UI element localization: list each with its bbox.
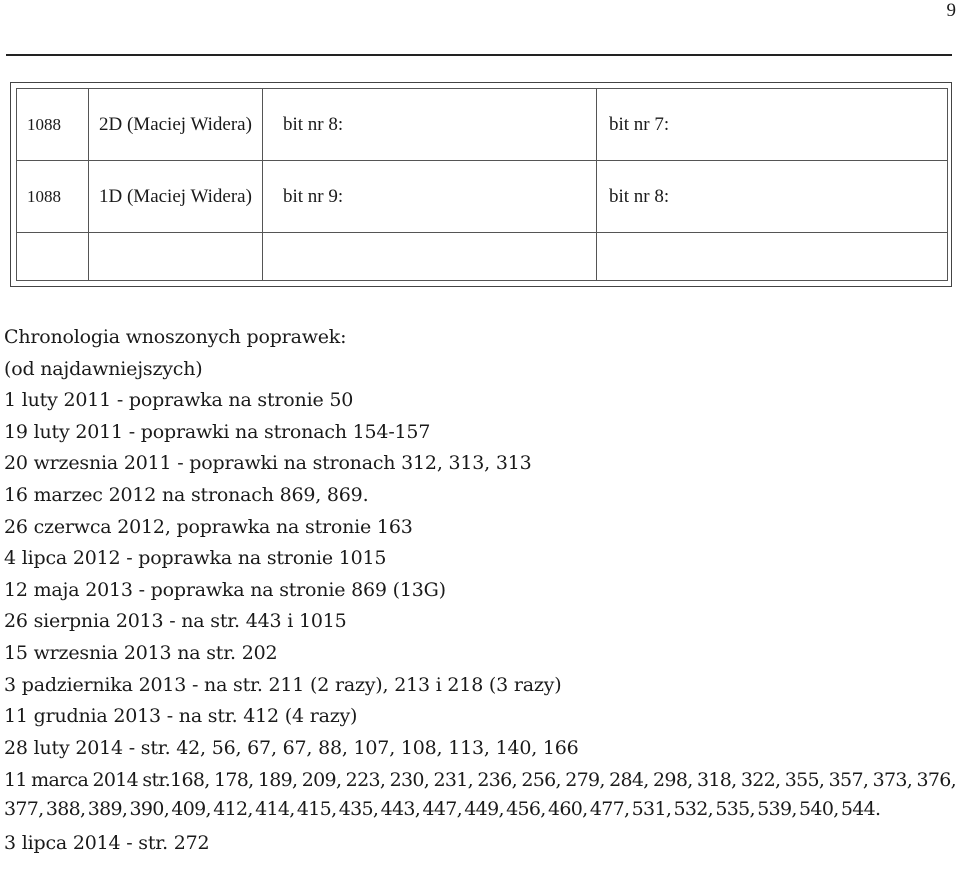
table-row: [17, 89, 948, 161]
cell-id: [17, 233, 89, 281]
cell-bit-a: [263, 233, 597, 281]
cell-author: 2D (Maciej Widera): [89, 89, 263, 161]
chronology-title: Chronologia wnoszonych poprawek:: [4, 326, 347, 348]
chronology-entry: 16 marzec 2012 na stronach 869, 869.: [4, 483, 369, 506]
cell-bit-b: bit nr 8:: [597, 161, 948, 233]
chronology-entry: 3 lipca 2014 - str. 272: [4, 832, 210, 855]
table-row: [17, 233, 948, 281]
chronology-entry: 28 luty 2014 - str. 42, 56, 67, 67, 88, 107, 108, 113, 140, 166: [4, 736, 579, 759]
cell-bit-a: bit nr 9:: [263, 161, 597, 233]
chronology-entry: 4 lipca 2012 - poprawka na stronie 1015: [4, 547, 387, 570]
page-number: 9: [946, 0, 956, 21]
chronology-entry: 3 padziernika 2013 - na str. 211 (2 razy), 213 i 218 (3 razy): [4, 673, 562, 696]
chronology-entry: 11 grudnia 2013 - na str. 412 (4 razy): [4, 705, 358, 728]
chronology-entry: 26 czerwca 2012, poprawka na stronie 163: [4, 515, 413, 538]
chronology-entry: 12 maja 2013 - poprawka na stronie 869 (13G): [4, 578, 446, 601]
chronology-entry: 20 wrzesnia 2011 - poprawki na stronach 312, 313, 313: [4, 452, 532, 475]
chronology-entry: 1 luty 2011 - poprawka na stronie 50: [4, 389, 354, 412]
chronology-entry: 26 sierpnia 2013 - na str. 443 i 1015: [4, 610, 347, 633]
cell-id: 1088: [17, 161, 89, 233]
cell-bit-b: [597, 233, 948, 281]
cell-author: 1D (Maciej Widera): [89, 161, 263, 233]
errata-table: [16, 88, 948, 281]
cell-bit-b: bit nr 7:: [597, 89, 948, 161]
chronology-entry: 11 marca 2014 str.168, 178, 189, 209, 223, 230, 231, 236, 256, 279, 284, 298, 318, 322, 355, 357, 373, 376, 377, 388, 389, 390, 409, 412, 414, 415, 435, 443, 447, 449, 456, 460, 477, 531, 532, 535, 539, 540, 544.: [4, 769, 956, 821]
chronology-entry: 19 luty 2011 - poprawki na stronach 154-157: [4, 420, 431, 443]
cell-id: 1088: [17, 89, 89, 161]
cell-bit-a: bit nr 8:: [263, 89, 597, 161]
header-rule: [6, 54, 952, 56]
cell-author: [89, 233, 263, 281]
chronology-entry: 15 wrzesnia 2013 na str. 202: [4, 641, 278, 664]
table-row: [17, 161, 948, 233]
chronology-subtitle: (od najdawniejszych): [4, 357, 203, 380]
chronology-section: [4, 322, 956, 859]
